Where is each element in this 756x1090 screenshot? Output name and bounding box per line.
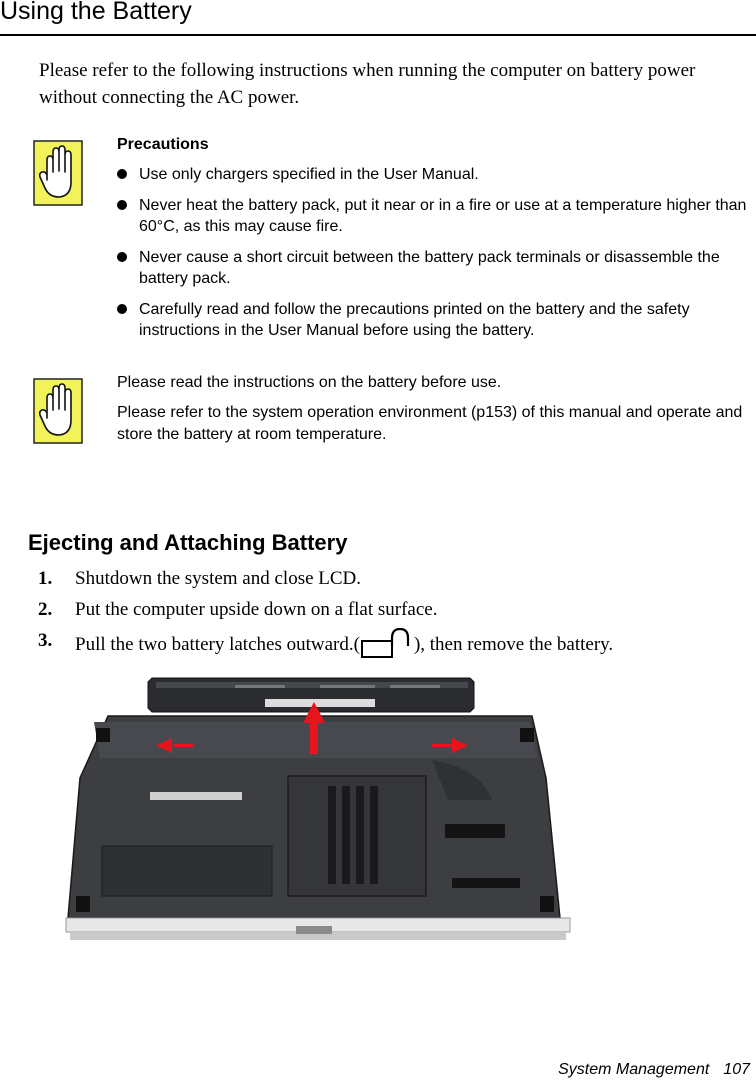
page-number: 107: [723, 1061, 750, 1078]
step-text: Put the computer upside down on a flat surface.: [75, 599, 438, 620]
bullet-icon: [117, 252, 127, 262]
unlock-padlock-icon: [360, 628, 414, 658]
step-number: 3.: [38, 630, 53, 651]
step-item: [38, 597, 753, 628]
notice-line-2: Please refer to the system operation environment (p153) of this manual and operate and store the battery at room temperature.: [117, 404, 743, 443]
bullet-icon: [117, 169, 127, 179]
precautions-list: [117, 164, 753, 351]
step-item: [38, 566, 753, 597]
notice-line-1: Please read the instructions on the battery before use.: [117, 374, 502, 391]
step-item: [38, 628, 753, 659]
bullet-icon: [117, 200, 127, 210]
list-item: Never heat the battery pack, put it near or in a fire or use at a temperature higher than 60°C, as this may cause fire.: [117, 195, 753, 237]
step-text: Pull the two battery latches outward.( ), then remove the battery.: [75, 628, 613, 658]
list-item: Never cause a short circuit between the battery pack terminals or disassemble the battery pack.: [117, 247, 753, 289]
precautions-title: Precautions: [117, 136, 209, 153]
footer-section: System Management: [558, 1061, 710, 1078]
page-footer: [558, 1061, 750, 1079]
page-title: Using the Battery: [0, 0, 192, 25]
list-item: Carefully read and follow the precautions printed on the battery and the safety instructions in the User Manual before using the battery.: [117, 299, 753, 341]
intro-paragraph: Please refer to the following instructions when running the computer on battery power without connecting the AC power.: [39, 60, 696, 108]
hand-stop-icon: [33, 140, 83, 206]
step-number: 1.: [38, 568, 53, 589]
steps-list: [38, 566, 753, 659]
step-text: Shutdown the system and close LCD.: [75, 568, 362, 589]
title-divider: [0, 34, 756, 36]
hand-stop-icon: [33, 378, 83, 444]
subsection-title: Ejecting and Attaching Battery: [28, 530, 348, 555]
bullet-icon: [117, 304, 127, 314]
laptop-underside-image: [60, 668, 580, 958]
list-item: Use only chargers specified in the User Manual.: [117, 164, 753, 185]
step-number: 2.: [38, 599, 53, 620]
battery-pack: [148, 678, 474, 712]
